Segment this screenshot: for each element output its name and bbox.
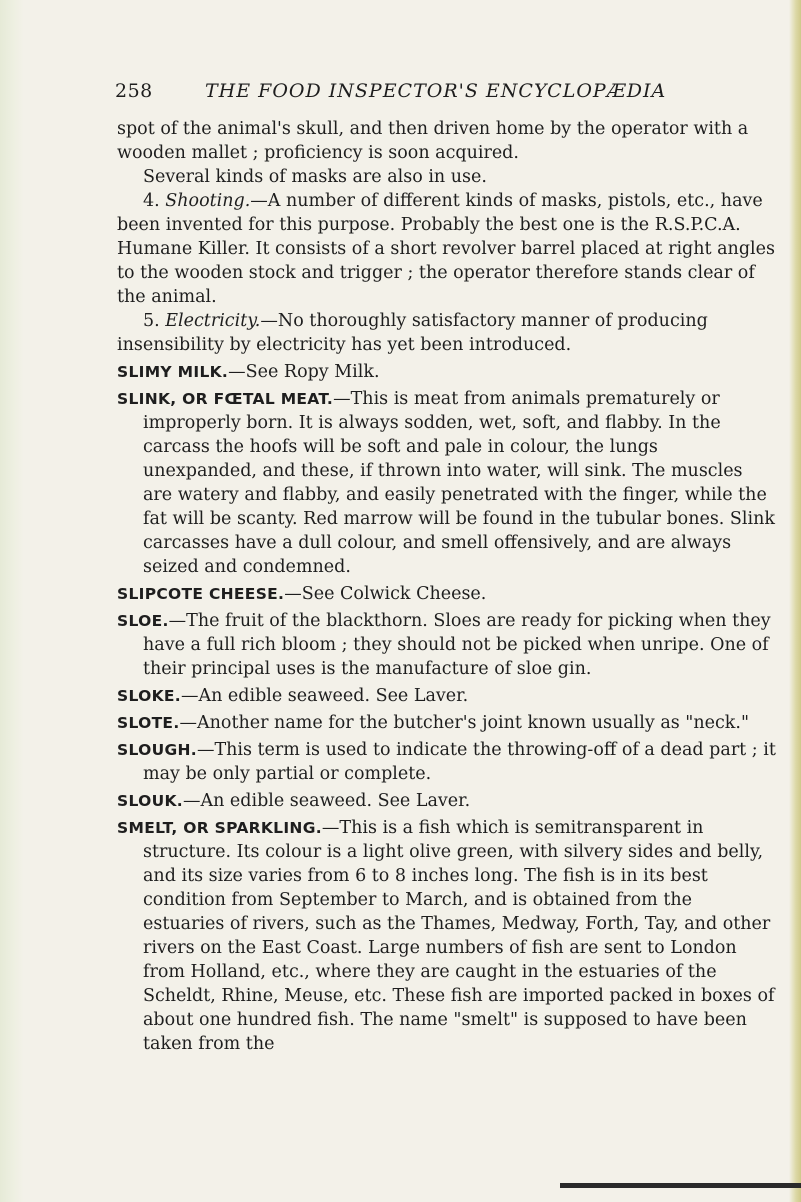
entry-sloe bbox=[117, 609, 777, 681]
entry-text: —The fruit of the blackthorn. Sloes are ready for picking when they have a full rich bloom ; they should not be picked when unripe. One of their principal uses is the manufacture of sloe gin. bbox=[143, 611, 771, 679]
entry-text: —This is meat from animals prematurely or improperly born. It is always sodden, wet, soft, and flabby. In the carcass the hoofs will be soft and pale in colour, the lungs unexpanded, and these, if thrown into water, will sink. The muscles are watery and flabby, and easily penetrated with the finger, while the fat will be scanty. Red marrow will be found in the tubular bones. Slink carcasses have a dull colour, and smell offensively, and are always seized and condemned. bbox=[143, 389, 775, 577]
entry-text: —This term is used to indicate the throwing-off of a dead part ; it may be only partial or complete. bbox=[143, 740, 776, 784]
entry-text: —An edible seaweed. See Laver. bbox=[182, 791, 471, 811]
page-edge-left bbox=[0, 0, 24, 1202]
headword: SLOUGH. bbox=[117, 741, 197, 759]
subheading: Electricity. bbox=[165, 311, 261, 331]
entry-slough bbox=[117, 738, 777, 786]
headword: SLOTE. bbox=[117, 714, 180, 732]
headword: SLOUK. bbox=[117, 792, 183, 810]
entry-slink bbox=[117, 387, 777, 579]
paragraph-text: —A number of different kinds of masks, pistols, etc., have been invented for this purpose. Probably the best one is the R.S.P.C.A. Humane Killer. It consists of a short revolver barrel placed at right angles to the wooden stock and trigger ; the operator therefore stands clear of the animal. bbox=[117, 191, 775, 307]
entry-sloke bbox=[117, 684, 777, 708]
entry-text: —Another name for the butcher's joint known usually as "neck." bbox=[179, 713, 750, 733]
paragraph: spot of the animal's skull, and then driven home by the operator with a wooden mallet ; proficiency is soon acquired. bbox=[117, 119, 749, 163]
paragraph-text: —No thoroughly satisfactory manner of producing insensibility by electricity has yet been introduced. bbox=[117, 311, 708, 355]
entry-smelt bbox=[117, 816, 777, 1056]
headword: SLIPCOTE CHEESE. bbox=[117, 585, 285, 603]
headword: SLOE. bbox=[117, 612, 169, 630]
entry-text: —An edible seaweed. See Laver. bbox=[180, 686, 469, 706]
headword: SLIMY MILK. bbox=[117, 363, 229, 381]
entry-slipcote-cheese bbox=[117, 582, 777, 606]
page-edge-right bbox=[789, 0, 801, 1202]
subheading: Shooting. bbox=[165, 191, 251, 211]
entry-text: —See Colwick Cheese. bbox=[284, 584, 487, 604]
headword: SMELT, OR SPARKLING. bbox=[117, 819, 322, 837]
entry-text: —This is a fish which is semitransparent in structure. Its colour is a light olive green, with silvery sides and belly, and its size varies from 6 to 8 inches long. The fish is in its best condition from September to March, and is obtained from the estuaries of rivers, such as the Thames, Medway, Forth, Tay, and other rivers on the East Coast. Large numbers of fish are sent to London from Holland, etc., where they are caught in the estuaries of the Scheldt, Rhine, Meuse, etc. These fish are imported packed in boxes of about one hundred fish. The name "smelt" is supposed to have been taken from the bbox=[143, 818, 775, 1054]
page-number: 258 bbox=[115, 80, 153, 102]
list-number: 4. bbox=[143, 191, 160, 211]
paragraph bbox=[117, 309, 777, 357]
running-title: THE FOOD INSPECTOR'S ENCYCLOPÆDIA bbox=[205, 80, 667, 102]
entry-slouk bbox=[117, 789, 777, 813]
headword: SLINK, OR FŒTAL MEAT. bbox=[117, 390, 334, 408]
entry-text: —See Ropy Milk. bbox=[228, 362, 380, 382]
paragraph bbox=[117, 189, 777, 309]
bottom-rule bbox=[560, 1183, 801, 1188]
entry-slimy-milk bbox=[117, 360, 777, 384]
entry-slote bbox=[117, 711, 777, 735]
running-header bbox=[115, 80, 685, 102]
headword: SLOKE. bbox=[117, 687, 181, 705]
paragraph: Several kinds of masks are also in use. bbox=[143, 167, 487, 187]
page-body bbox=[117, 117, 777, 1056]
list-number: 5. bbox=[143, 311, 160, 331]
